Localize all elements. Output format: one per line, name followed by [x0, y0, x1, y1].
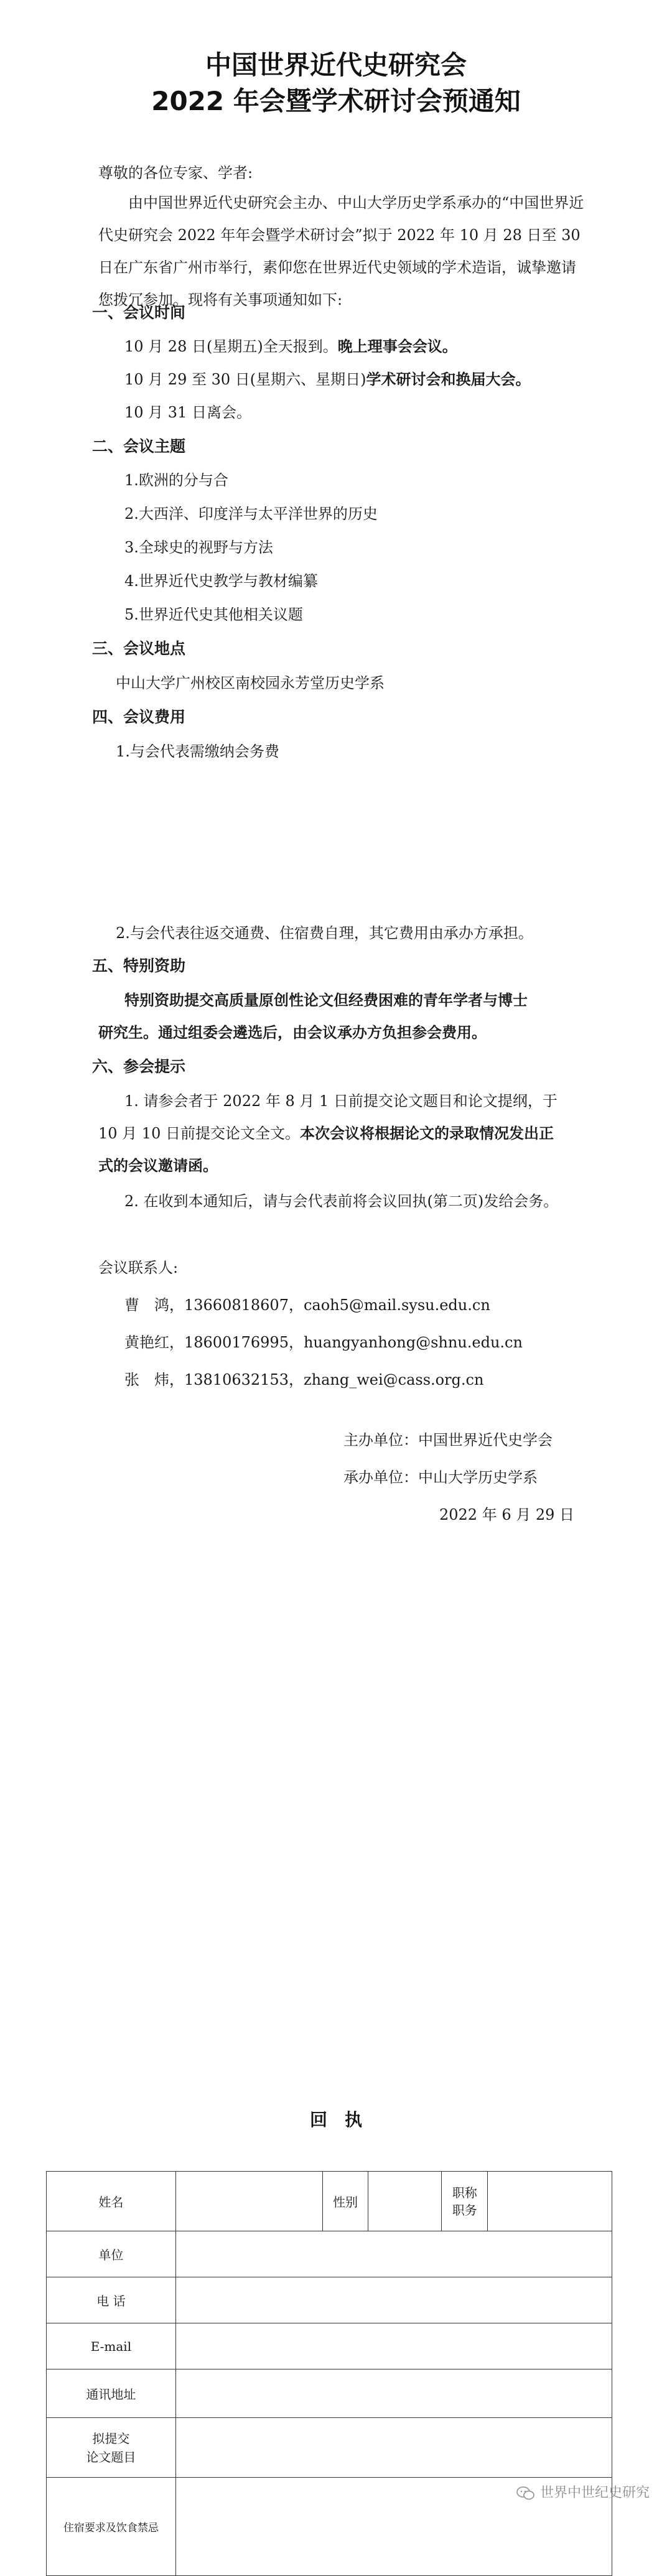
contact-phone: 18600176995: [184, 1334, 289, 1351]
tips-line-2-bold: 本次会议将根据论文的录取情况发出正: [299, 1125, 554, 1142]
paper-title-label: [47, 2418, 176, 2478]
account-watermark: [516, 2482, 650, 2501]
time-line-1-text: 10 月 28 日(星期五)全天报到。: [124, 338, 338, 355]
title-line-1: 中国世界近代史研究会: [205, 50, 467, 80]
contacts-label: 会议联系人:: [98, 1259, 179, 1276]
tips-line-3: 式的会议邀请函。: [98, 1157, 218, 1174]
funding-line-2: 研究生。通过组委会遴选后，由会议承办方负担参会费用。: [98, 1024, 487, 1041]
section-funding-heading: 五、特别资助: [92, 957, 186, 975]
tips-line-4: 2. 在收到本通知后，请与会代表前将会议回执(第二页)发给会务。: [124, 1193, 559, 1210]
reply-form-table: [46, 2171, 612, 2576]
contact-row: 黄艳红，18600176995，huangyanhong@shnu.edu.cn: [124, 1334, 523, 1351]
gender-field[interactable]: [368, 2172, 442, 2231]
fee-line-1: 1.与会代表需缴纳会务费: [116, 743, 279, 760]
name-label: 姓名: [47, 2172, 176, 2231]
contact-name: 曹 鸿: [124, 1296, 169, 1314]
contact-row: 曹 鸿，13660818607，caoh5@mail.sysu.edu.cn: [124, 1296, 490, 1314]
organizer-unit: 承办单位：中山大学历史学系: [343, 1469, 538, 1486]
contact-phone: 13810632153: [184, 1371, 289, 1388]
title-label: 职称: [452, 2185, 477, 2200]
section-theme-heading: 二、会议主题: [92, 437, 186, 455]
position-label: 职务: [452, 2202, 477, 2218]
time-line-1: [124, 334, 457, 356]
reply-title: 回 执: [309, 2109, 362, 2130]
title-position-field[interactable]: [488, 2172, 612, 2231]
section-fee-heading: 四、会议费用: [92, 708, 186, 726]
greeting: 尊敬的各位专家、学者:: [98, 164, 253, 182]
paper-label-line-2: 论文题目: [86, 2449, 136, 2465]
contact-name: 黄艳红: [124, 1334, 169, 1351]
section-tips-heading: 六、参会提示: [92, 1058, 186, 1076]
address-label: 通讯地址: [47, 2369, 176, 2418]
intro-paragraph: 由中国世界近代史研究会主办、中山大学历史学系承办的“中国世界近代史研究会 2022 年年会暨学术研讨会”拟于 2022 年 10 月 28 日至 30 日在广东省广州市举行，素仰您在世界近代史领域的学术造诣，诚挚邀请您拨冗参加。现将有关事项通知如下:: [98, 194, 584, 309]
title-line-2: 2022 年会暨学术研讨会预通知: [151, 86, 521, 116]
fee-line-2: 2.与会代表往返交通费、住宿费自理，其它费用由承办方承担。: [116, 924, 533, 942]
contact-phone: 13660818607: [184, 1296, 289, 1314]
tips-line-1: 1. 请参会者于 2022 年 8 月 1 日前提交论文题目和论文提纲，于: [124, 1092, 558, 1110]
time-line-2-bold: 学术研讨会和换届大会。: [366, 371, 531, 388]
wechat-icon: [516, 2486, 535, 2500]
contact-email[interactable]: caoh5@mail.sysu.edu.cn: [303, 1296, 490, 1314]
gender-label: 性别: [322, 2172, 368, 2231]
host-unit: 主办单位：中国世界近代史学会: [343, 1431, 553, 1449]
venue-text: 中山大学广州校区南校园永芳堂历史学系: [116, 674, 385, 692]
time-line-3: 10 月 31 日离会。: [124, 404, 251, 421]
topic-item: 2.大西洋、印度洋与太平洋世界的历史: [124, 505, 378, 523]
time-line-1-bold: 晚上理事会会议。: [337, 338, 457, 355]
lodging-label: 住宿要求及饮食禁忌: [47, 2478, 176, 2576]
topic-item: 4.世界近代史教学与教材编纂: [124, 572, 318, 590]
section-venue-heading: 三、会议地点: [92, 639, 186, 658]
time-line-2: [124, 367, 531, 389]
section-time-heading: 一、会议时间: [92, 304, 186, 322]
paper-label-line-1: 拟提交: [92, 2430, 130, 2446]
unit-label: 单位: [47, 2231, 176, 2277]
unit-field[interactable]: [175, 2231, 612, 2277]
tips-line-2: [98, 1121, 554, 1143]
paper-title-field[interactable]: [175, 2418, 612, 2478]
address-field[interactable]: [175, 2369, 612, 2418]
topic-item: 5.世界近代史其他相关议题: [124, 606, 303, 623]
tips-line-2-text: 10 月 10 日前提交论文全文。: [98, 1125, 300, 1142]
time-line-2-text: 10 月 29 至 30 日(星期六、星期日): [124, 371, 366, 388]
phone-field[interactable]: [175, 2277, 612, 2323]
contact-email[interactable]: zhang_wei@cass.org.cn: [303, 1371, 484, 1388]
topic-item: 3.全球史的视野与方法: [124, 539, 273, 556]
topic-item: 1.欧洲的分与合: [124, 472, 228, 489]
phone-label: 电 话: [47, 2277, 176, 2323]
contact-email[interactable]: huangyanhong@shnu.edu.cn: [303, 1334, 523, 1351]
watermark-text: 世界中世纪史研究: [539, 2485, 650, 2501]
name-field[interactable]: [175, 2172, 322, 2231]
contact-row: 张 炜，13810632153，zhang_wei@cass.org.cn: [124, 1371, 484, 1388]
email-label: E-mail: [47, 2323, 176, 2369]
email-field[interactable]: [175, 2323, 612, 2369]
contact-name: 张 炜: [124, 1371, 169, 1388]
notice-date: 2022 年 6 月 29 日: [439, 1506, 575, 1523]
funding-line-1: 特别资助提交高质量原创性论文但经费困难的青年学者与博士: [124, 992, 528, 1009]
title-position-label: [442, 2172, 488, 2231]
